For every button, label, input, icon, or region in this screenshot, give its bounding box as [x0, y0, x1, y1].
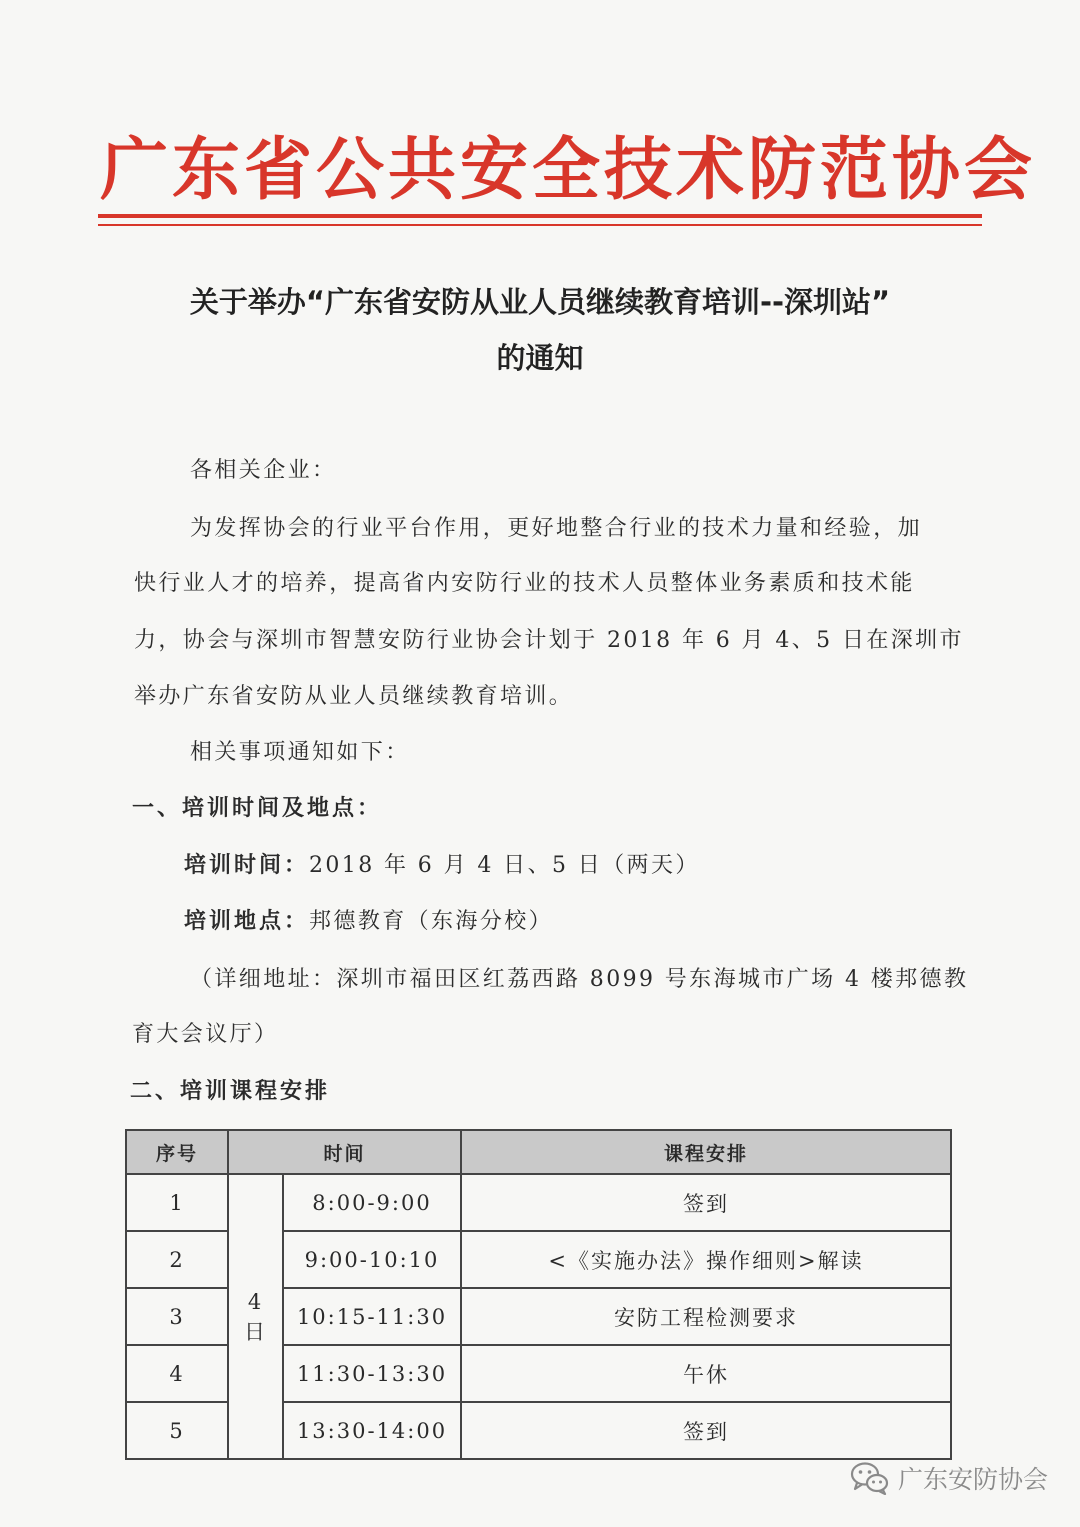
- row-time: 10:15-11:30: [283, 1288, 461, 1345]
- intro-line-4: 举办广东省安防从业人员继续教育培训。: [134, 684, 574, 709]
- training-place-label: 培训地点：: [184, 909, 310, 934]
- watermark-text: 广东安防协会: [897, 1465, 1048, 1494]
- training-time-label: 培训时间：: [184, 853, 310, 878]
- row-course: 签到: [461, 1174, 951, 1231]
- section2-heading: 二、培训课程安排: [130, 1079, 331, 1104]
- row-time: 8:00-9:00: [283, 1174, 461, 1231]
- letterhead-title: 广东省公共安全技术防范协会: [100, 130, 1037, 210]
- salutation: 各相关企业：: [190, 458, 337, 483]
- row-seq: 2: [126, 1231, 228, 1288]
- row-seq: 5: [126, 1402, 228, 1459]
- row-time: 13:30-14:00: [283, 1402, 461, 1459]
- wechat-icon: [850, 1461, 890, 1495]
- section1-heading: 一、培训时间及地点：: [132, 796, 383, 821]
- table-row: [126, 1174, 951, 1231]
- letterhead-rule-thick: [98, 214, 982, 218]
- row-seq: 1: [126, 1174, 228, 1231]
- notice-intro: 相关事项通知如下：: [190, 740, 410, 765]
- day-unit: 日: [244, 1319, 267, 1344]
- schedule-table: [125, 1129, 952, 1460]
- row-seq: 3: [126, 1288, 228, 1345]
- row-course: <《实施办法》操作细则>解读: [461, 1231, 951, 1288]
- address-line-1: （详细地址：深圳市福田区红荔西路 8099 号东海城市广场 4 楼邦德教: [190, 967, 969, 992]
- intro-line-3: 力，协会与深圳市智慧安防行业协会计划于 2018 年 6 月 4、5 日在深圳市: [134, 628, 964, 653]
- day-cell: [228, 1174, 283, 1459]
- document-title-line1: 关于举办“广东省安防从业人员继续教育培训--深圳站”: [189, 285, 891, 319]
- row-seq: 4: [126, 1345, 228, 1402]
- training-time-value: 2018 年 6 月 4 日、5 日（两天）: [309, 853, 700, 878]
- row-course: 安防工程检测要求: [461, 1288, 951, 1345]
- training-place: [184, 904, 553, 935]
- row-course: 签到: [461, 1402, 951, 1459]
- letterhead-rule-thin: [98, 224, 982, 226]
- wechat-watermark: [850, 1460, 1048, 1496]
- training-time: [184, 848, 700, 879]
- intro-line-1: 为发挥协会的行业平台作用，更好地整合行业的技术力量和经验，加: [190, 516, 923, 541]
- document-title-line2: 的通知: [496, 341, 584, 375]
- day-number: 4: [247, 1289, 264, 1314]
- header-seq: 序号: [126, 1130, 228, 1174]
- table-header-row: [126, 1130, 951, 1174]
- row-time: 11:30-13:30: [283, 1345, 461, 1402]
- header-time: 时间: [228, 1130, 461, 1174]
- header-course: 课程安排: [461, 1130, 951, 1174]
- training-place-value: 邦德教育（东海分校）: [309, 909, 554, 934]
- row-time: 9:00-10:10: [283, 1231, 461, 1288]
- row-course: 午休: [461, 1345, 951, 1402]
- address-line-2: 育大会议厅）: [132, 1022, 279, 1047]
- intro-line-2: 快行业人才的培养，提高省内安防行业的技术人员整体业务素质和技术能: [134, 571, 915, 596]
